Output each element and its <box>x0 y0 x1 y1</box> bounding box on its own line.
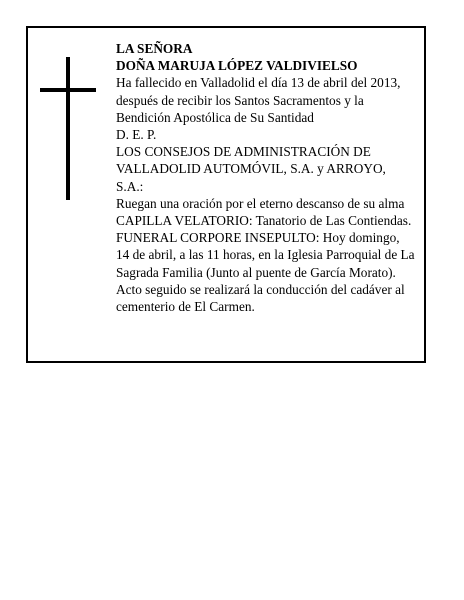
obituary-heading: LA SEÑORA <box>116 41 193 56</box>
funeral-line-3: Sagrada Familia (Junto al puente de García Morato). <box>116 264 396 280</box>
obituary-notice <box>26 26 426 363</box>
company-line-1: LOS CONSEJOS DE ADMINISTRACIÓN DE <box>116 144 371 160</box>
cross-vertical-bar <box>66 57 70 200</box>
chapel-line: CAPILLA VELATORIO: Tanatorio de Las Contiendas. <box>116 213 412 229</box>
cross-horizontal-bar <box>40 88 96 92</box>
death-announcement-line-3: Bendición Apostólica de Su Santidad <box>116 109 314 125</box>
funeral-line-1: FUNERAL CORPORE INSEPULTO: Hoy domingo, <box>116 230 400 246</box>
burial-line-2: cementerio de El Carmen. <box>116 299 255 315</box>
company-line-2: VALLADOLID AUTOMÓVIL, S.A. y ARROYO, <box>116 161 386 177</box>
deceased-name: DOÑA MARUJA LÓPEZ VALDIVIELSO <box>116 58 358 74</box>
obituary-text <box>116 40 426 315</box>
company-line-3: S.A.: <box>116 178 144 194</box>
funeral-line-2: 14 de abril, a las 11 horas, en la Iglesia Parroquial de La <box>116 247 415 263</box>
burial-line-1: Acto seguido se realizará la conducción del cadáver al <box>116 281 405 297</box>
cross-icon <box>40 57 96 200</box>
rip-line: D. E. P. <box>116 127 157 143</box>
prayer-request-line: Ruegan una oración por el eterno descanso de su alma <box>116 195 405 211</box>
death-announcement-line-2: después de recibir los Santos Sacramentos y la <box>116 92 364 108</box>
death-announcement-line-1: Ha fallecido en Valladolid el día 13 de abril del 2013, <box>116 75 401 91</box>
